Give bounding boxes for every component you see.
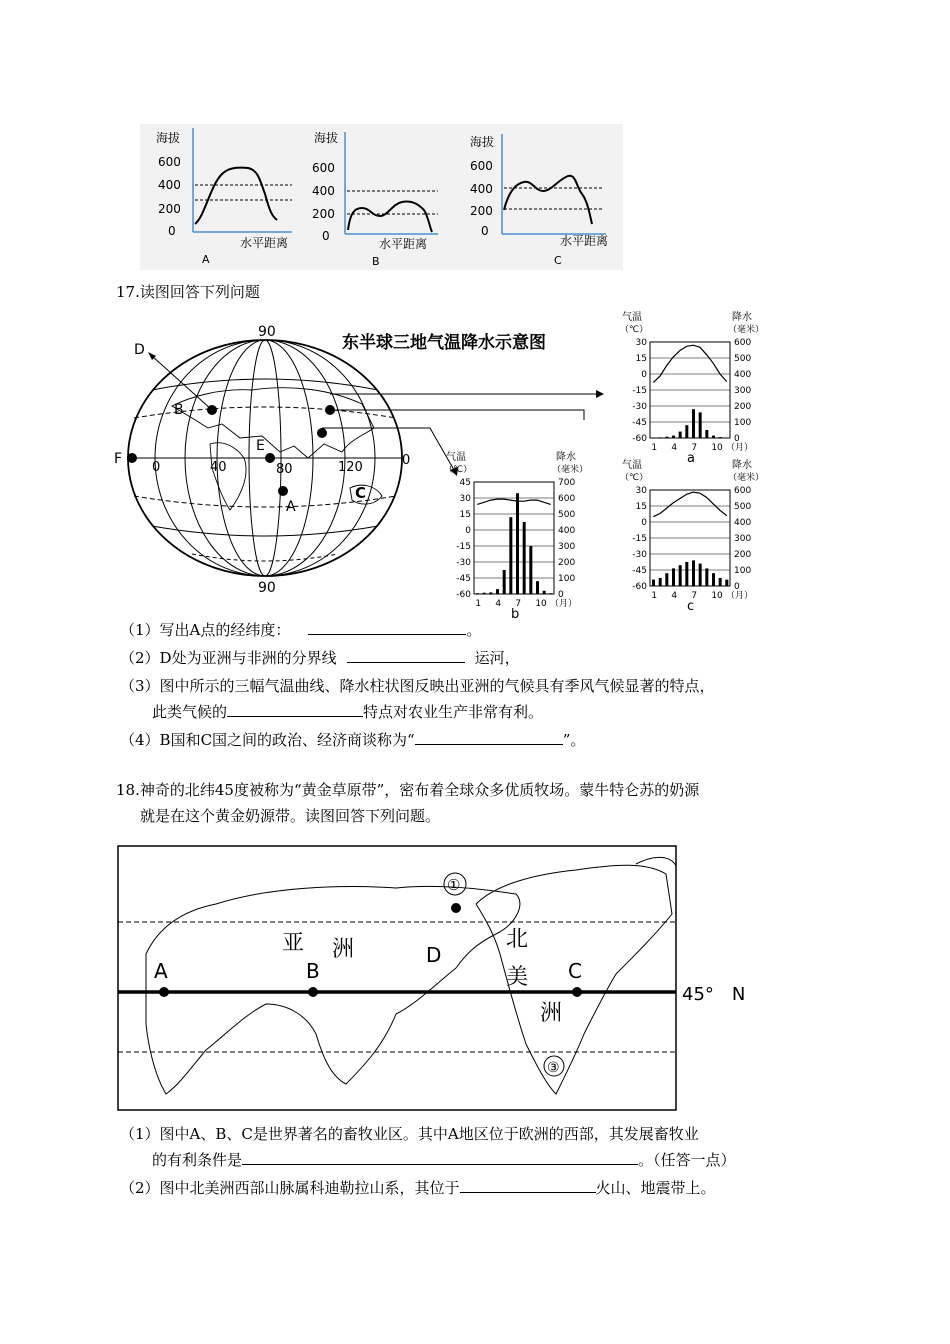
- chart-b-precip-tick: 700: [558, 478, 576, 488]
- chart-a-temp-label: 气温: [622, 312, 642, 323]
- point-f-label: F: [114, 451, 123, 467]
- chart-c-precip-tick: 300: [734, 534, 752, 544]
- chart-b-precip-bar: [489, 592, 492, 594]
- elevation-profiles: [140, 124, 623, 270]
- chart-b-temp-tick: 15: [459, 510, 471, 520]
- map-label-na-3: 洲: [540, 1001, 563, 1026]
- chart-c-precip-bar: [692, 560, 695, 586]
- lat-45n-label: 45° N: [682, 984, 746, 1005]
- chart-a-month-tick: 1: [651, 443, 658, 453]
- chart-c-month-tick: 7: [691, 591, 698, 601]
- chart-c-month-tick: 4: [671, 591, 678, 601]
- q18-question-1: （1）图中A、B、C是世界著名的畜牧业区。其中A地区位于欧洲的西部，其发展畜牧业: [120, 1125, 699, 1143]
- q17-blank-3[interactable]: [227, 702, 363, 717]
- chart-a-month-tick: 7: [691, 443, 698, 453]
- profile-b-label: B: [372, 255, 380, 268]
- chart-c-name: c: [687, 599, 695, 614]
- chart-c-precip-tick: 0: [734, 582, 740, 592]
- chart-c-temp-label: 气温: [622, 460, 642, 471]
- climate-chart-a: [620, 308, 790, 464]
- map-label-asia-2: 洲: [332, 937, 355, 962]
- chart-a-precip-tick: 500: [734, 354, 752, 364]
- chart-a-temp-tick: 0: [641, 370, 647, 380]
- chart-b-precip-unit: （毫米）: [552, 465, 589, 475]
- chart-c-precip-bar: [672, 568, 675, 586]
- chart-a-precip-label: 降水: [732, 312, 752, 323]
- chart-c-precip-bar: [652, 580, 655, 586]
- chart-b-precip-tick: 0: [558, 590, 564, 600]
- profile-a-ylabel: 海拔: [156, 131, 181, 145]
- chart-c-temp-tick: -45: [632, 566, 647, 576]
- chart-a-temp-line: [653, 345, 726, 382]
- world-map-45n: [116, 844, 756, 1114]
- chart-a-precip-unit: （毫米）: [728, 325, 765, 335]
- chart-a-temp-tick: -60: [632, 434, 647, 444]
- chart-b-precip-bar: [516, 493, 519, 594]
- chart-b-precip-tick: 300: [558, 542, 576, 552]
- svg-text:0: 0: [402, 453, 411, 468]
- svg-text:120: 120: [338, 460, 363, 475]
- q18-blank-2[interactable]: [460, 1178, 596, 1193]
- chart-c-precip-unit: （毫米）: [728, 473, 765, 483]
- chart-b-precip-bar: [549, 593, 552, 594]
- q17-title: 17.读图回答下列问题: [116, 283, 260, 301]
- svg-text:400: 400: [312, 184, 335, 198]
- chart-c-temp-tick: -15: [632, 534, 647, 544]
- chart-b-precip-bar: [529, 546, 532, 594]
- chart-c-precip-bar: [712, 573, 715, 586]
- chart-a-temp-tick: 15: [635, 354, 647, 364]
- chart-b-temp-tick: 30: [459, 494, 471, 504]
- chart-c-precip-bar: [705, 568, 708, 586]
- map-label-b: B: [306, 959, 320, 983]
- chart-a-precip-tick: 200: [734, 402, 752, 412]
- chart-c-temp-tick: -60: [632, 582, 647, 592]
- chart-a-temp-unit: （℃）: [620, 325, 649, 335]
- chart-a-precip-bar: [685, 425, 688, 438]
- q18-question-1b: 的有利条件是 。（任答一点）: [152, 1151, 736, 1169]
- chart-b-precip-bar: [496, 589, 499, 594]
- profile-a-label: A: [202, 253, 210, 266]
- map-title: 东半球三地气温降水示意图: [342, 333, 546, 353]
- chart-c-precip-bar: [719, 578, 722, 586]
- climate-chart-c: [620, 456, 790, 612]
- q17-blank-2[interactable]: [347, 648, 465, 663]
- svg-text:200: 200: [158, 202, 181, 216]
- chart-b-precip-bar: [503, 570, 506, 594]
- chart-b-temp-tick: -30: [456, 558, 471, 568]
- point-c-label: C: [355, 484, 367, 502]
- chart-a-temp-tick: -30: [632, 402, 647, 412]
- chart-a-month-tick: 4: [671, 443, 678, 453]
- q17-question-4: （4）B国和C国之间的政治、经济商谈称为“ ”。: [120, 731, 586, 749]
- chart-a-temp-tick: -15: [632, 386, 647, 396]
- chart-a-precip-tick: 0: [734, 434, 740, 444]
- chart-a-precip-tick: 100: [734, 418, 752, 428]
- chart-a-month-tick: 10: [711, 443, 723, 453]
- svg-text:水平距离: 水平距离: [379, 237, 428, 251]
- point-e-label: E: [256, 438, 265, 454]
- chart-c-precip-bar: [679, 565, 682, 586]
- chart-b-precip-tick: 400: [558, 526, 576, 536]
- chart-c-precip-tick: 100: [734, 566, 752, 576]
- point-a-label: A: [286, 499, 296, 515]
- q18-line-2: 就是在这个黄金奶源带。读图回答下列问题。: [140, 807, 441, 825]
- map-label-na-2: 美: [506, 965, 529, 990]
- chart-c-precip-bar: [665, 573, 668, 586]
- chart-b-temp-tick: -60: [456, 590, 471, 600]
- q18-line-1: 18.神奇的北纬45度被称为“黄金草原带”，密布着全球众多优质牧场。蒙牛特仑苏的奶源: [116, 781, 700, 799]
- chart-b-temp-unit: （℃）: [444, 465, 473, 475]
- chart-c-temp-tick: -30: [632, 550, 647, 560]
- chart-b-temp-tick: 45: [459, 478, 471, 488]
- chart-c-month-tick: 10: [711, 591, 723, 601]
- map-label-d: D: [426, 943, 442, 967]
- chart-c-temp-tick: 0: [641, 518, 647, 528]
- chart-b-temp-line: [477, 499, 550, 504]
- chart-b-precip-label: 降水: [556, 452, 576, 463]
- chart-b-precip-bar: [523, 522, 526, 594]
- svg-text:0: 0: [322, 229, 330, 243]
- chart-a-precip-bar: [712, 436, 715, 438]
- svg-text:40: 40: [210, 460, 227, 475]
- chart-b-precip-bar: [536, 581, 539, 594]
- q18-blank-1[interactable]: [242, 1150, 638, 1165]
- chart-a-precip-tick: 600: [734, 338, 752, 348]
- chart-c-month-tick: 1: [651, 591, 658, 601]
- q17-blank-1[interactable]: [308, 620, 466, 635]
- chart-b-frame: [474, 482, 554, 594]
- svg-text:80: 80: [276, 462, 293, 477]
- chart-a-precip-tick: 400: [734, 370, 752, 380]
- svg-text:0: 0: [168, 224, 176, 238]
- svg-text:海拔: 海拔: [470, 135, 495, 149]
- chart-b-temp-tick: -45: [456, 574, 471, 584]
- svg-text:0: 0: [481, 224, 489, 238]
- svg-text:水平距离: 水平距离: [560, 234, 609, 248]
- chart-a-temp-tick: 30: [635, 338, 647, 348]
- chart-a-name: a: [687, 451, 695, 466]
- q17-question-3: （3）图中所示的三幅气温曲线、降水柱状图反映出亚洲的气候具有季风气候显著的特点，: [120, 677, 715, 695]
- map-label-asia-1: 亚: [282, 931, 305, 956]
- q17-question-2: （2）D处为亚洲与非洲的分界线 运河，: [120, 649, 520, 667]
- profile-a-xlabel: 水平距离: [240, 236, 289, 250]
- chart-c-temp-tick: 15: [635, 502, 647, 512]
- chart-c-temp-line: [653, 492, 726, 517]
- chart-b-precip-bar: [483, 593, 486, 594]
- chart-c-precip-tick: 600: [734, 486, 752, 496]
- svg-text:400: 400: [470, 182, 493, 196]
- chart-a-precip-bar: [672, 436, 675, 438]
- svg-text:400: 400: [158, 178, 181, 192]
- chart-c-precip-bar: [699, 564, 702, 586]
- chart-a-precip-bar: [679, 432, 682, 438]
- chart-b-precip-bar: [509, 517, 512, 594]
- profile-c-label: C: [554, 254, 562, 267]
- map-label-na-1: 北: [506, 927, 529, 952]
- svg-text:0: 0: [152, 460, 161, 475]
- chart-c-precip-bar: [659, 578, 662, 586]
- chart-c-precip-tick: 400: [734, 518, 752, 528]
- chart-b-temp-label: 气温: [446, 452, 466, 463]
- svg-text:海拔: 海拔: [314, 131, 339, 145]
- chart-c-temp-unit: （℃）: [620, 473, 649, 483]
- chart-b-month-unit: （月）: [550, 599, 578, 609]
- chart-b-precip-bar: [476, 593, 479, 594]
- q17-question-3b: 此类气候的 特点对农业生产非常有利。: [152, 703, 544, 721]
- chart-c-precip-bar: [725, 580, 728, 586]
- chart-b-month-tick: 7: [515, 599, 522, 609]
- chart-c-precip-tick: 500: [734, 502, 752, 512]
- svg-text:90: 90: [258, 324, 276, 340]
- point-d-label: D: [134, 342, 145, 358]
- chart-a-temp-tick: -45: [632, 418, 647, 428]
- chart-b-temp-tick: 0: [465, 526, 471, 536]
- chart-a-precip-tick: 300: [734, 386, 752, 396]
- climate-chart-b: [444, 448, 614, 622]
- svg-text:200: 200: [312, 207, 335, 221]
- chart-a-precip-bar: [719, 437, 722, 438]
- point-b-label: B: [174, 402, 184, 418]
- map-label-c: C: [568, 959, 582, 983]
- chart-b-month-tick: 10: [535, 599, 547, 609]
- svg-text:600: 600: [158, 155, 181, 169]
- chart-b-name: b: [511, 607, 520, 622]
- chart-a-precip-bar: [659, 437, 662, 438]
- chart-b-precip-tick: 600: [558, 494, 576, 504]
- chart-b-precip-bar: [543, 591, 546, 594]
- q17-question-1: （1）写出A点的经纬度： 。: [120, 621, 482, 639]
- map-label-1: ①: [447, 876, 461, 894]
- chart-b-temp-tick: -15: [456, 542, 471, 552]
- chart-a-precip-bar: [699, 412, 702, 438]
- chart-a-precip-bar: [705, 430, 708, 438]
- chart-b-precip-tick: 500: [558, 510, 576, 520]
- chart-a-month-unit: （月）: [726, 443, 754, 453]
- chart-b-month-tick: 1: [475, 599, 482, 609]
- chart-c-temp-tick: 30: [635, 486, 647, 496]
- q18-question-2: （2）图中北美洲西部山脉属科迪勒拉山系，其位于 火山、地震带上。: [120, 1179, 716, 1197]
- chart-c-precip-bar: [685, 562, 688, 586]
- svg-text:200: 200: [470, 204, 493, 218]
- chart-a-precip-bar: [692, 409, 695, 438]
- map-label-3: ③: [547, 1060, 560, 1076]
- chart-c-precip-label: 降水: [732, 460, 752, 471]
- chart-b-precip-tick: 100: [558, 574, 576, 584]
- svg-text:600: 600: [312, 161, 335, 175]
- chart-a-precip-bar: [665, 437, 668, 438]
- chart-b-precip-tick: 200: [558, 558, 576, 568]
- svg-text:90: 90: [258, 580, 276, 596]
- chart-c-precip-tick: 200: [734, 550, 752, 560]
- svg-text:600: 600: [470, 159, 493, 173]
- q17-blank-4[interactable]: [415, 730, 563, 745]
- chart-b-month-tick: 4: [495, 599, 502, 609]
- chart-c-month-unit: （月）: [726, 591, 754, 601]
- map-label-a: A: [154, 959, 168, 983]
